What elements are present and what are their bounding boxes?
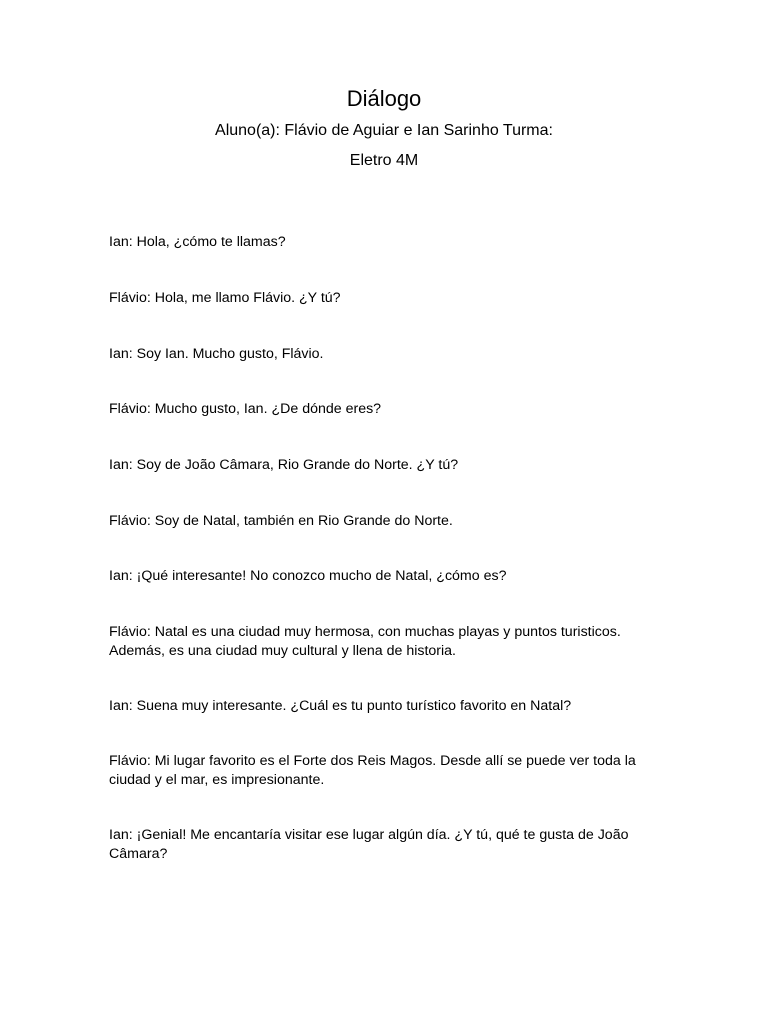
dialogue-line: Ian: Soy de João Câmara, Rio Grande do Norte. ¿Y tú?	[109, 457, 459, 473]
dialogue-line: Flávio: Mi lugar favorito es el Forte dos Reis Magos. Desde allí se puede ver toda la ciudad y el mar, es impresionante.	[109, 753, 636, 788]
dialogue-line: Ian: Suena muy interesante. ¿Cuál es tu punto turístico favorito en Natal?	[109, 698, 572, 714]
dialogue-line: Ian: ¡Qué interesante! No conozco mucho de Natal, ¿cómo es?	[109, 568, 507, 584]
dialogue-line: Flávio: Mucho gusto, Ian. ¿De dónde eres?	[109, 401, 382, 417]
document-title: Diálogo	[346, 86, 422, 111]
dialogue-line: Flávio: Hola, me llamo Flávio. ¿Y tú?	[109, 290, 341, 306]
students-line: Aluno(a): Flávio de Aguiar e Ian Sarinho Turma:	[215, 122, 553, 139]
dialogue-line: Ian: ¡Genial! Me encantaría visitar ese lugar algún día. ¿Y tú, qué te gusta de João Câmara?	[109, 827, 629, 862]
dialogue-line: Ian: Hola, ¿cómo te llamas?	[109, 234, 286, 250]
dialogue-line: Ian: Soy Ian. Mucho gusto, Flávio.	[109, 346, 324, 362]
dialogue-line: Flávio: Natal es una ciudad muy hermosa, con muchas playas y puntos turisticos. Además, es una ciudad muy cultural y llena de historia.	[109, 624, 621, 659]
class-line: Eletro 4M	[349, 152, 419, 169]
dialogue-line: Flávio: Soy de Natal, también en Rio Grande do Norte.	[109, 513, 453, 529]
